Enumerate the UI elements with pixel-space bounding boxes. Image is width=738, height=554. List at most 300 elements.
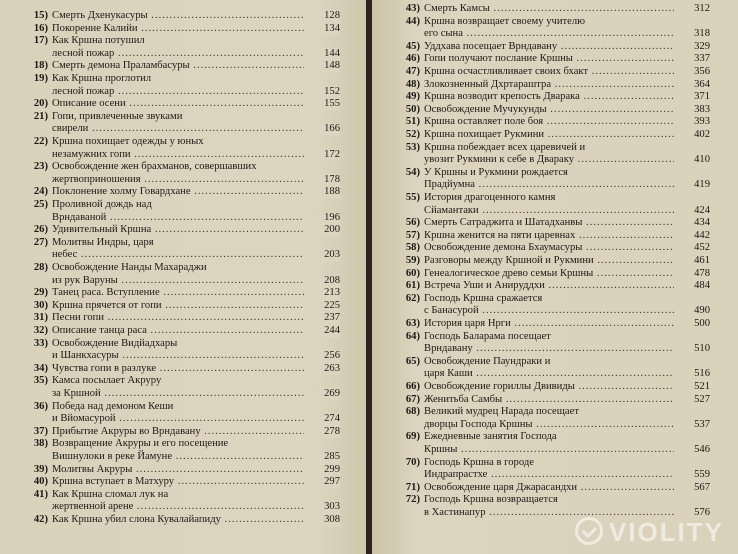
chapter-title-line: Кршна похищает одежды у юных bbox=[52, 136, 204, 147]
chapter-title-line: Возвращение Акруры и его посещение bbox=[52, 438, 229, 450]
chapter-title-line: Гопи получают послание Кршны ..... bbox=[424, 53, 674, 66]
chapter-title-line: увозит Рукмини к себе в Двараку ..... bbox=[424, 154, 674, 167]
page-number: 303 bbox=[310, 501, 340, 514]
toc-entry bbox=[22, 10, 340, 23]
chapter-number: 17) bbox=[33, 35, 48, 47]
toc-entry bbox=[394, 129, 710, 142]
page-number: 312 bbox=[680, 3, 710, 16]
chapter-title bbox=[424, 431, 674, 456]
chapter-number: 35) bbox=[33, 375, 48, 387]
chapter-title bbox=[424, 381, 674, 394]
chapter-title bbox=[52, 375, 304, 400]
page-number: 178 bbox=[310, 174, 340, 187]
chapter-title-line: Кршна оставляет поле боя ..... bbox=[424, 116, 674, 129]
chapter-number: 44) bbox=[405, 15, 420, 27]
chapter-title bbox=[424, 129, 674, 142]
toc-entry bbox=[22, 60, 340, 73]
toc-entry bbox=[394, 3, 710, 16]
chapter-number: 25) bbox=[33, 199, 48, 210]
page-number: 527 bbox=[680, 394, 710, 407]
chapter-title bbox=[424, 394, 674, 407]
chapter-title bbox=[52, 363, 304, 376]
chapter-number: 53) bbox=[405, 141, 420, 153]
chapter-title-line: его сына ..... bbox=[424, 28, 674, 41]
chapter-number: 69) bbox=[405, 431, 420, 443]
chapter-number: 37) bbox=[33, 425, 48, 437]
chapter-number: 49) bbox=[405, 91, 420, 103]
toc-entry bbox=[22, 161, 340, 186]
toc-entry bbox=[22, 489, 340, 514]
toc-entry bbox=[394, 318, 710, 331]
page-number: 559 bbox=[680, 469, 710, 482]
chapter-number: 45) bbox=[405, 40, 420, 52]
page-number: 208 bbox=[310, 275, 340, 288]
chapter-number: 51) bbox=[405, 116, 420, 128]
page-number: 269 bbox=[310, 388, 340, 401]
chapter-number: 31) bbox=[33, 312, 48, 324]
page-number: 225 bbox=[310, 300, 340, 313]
page-number: 213 bbox=[310, 287, 340, 300]
chapter-number: 56) bbox=[405, 217, 420, 229]
chapter-title bbox=[52, 426, 304, 439]
chapter-title-line: Прибытие Акруры во Врндавану ..... bbox=[52, 426, 304, 439]
watermark-text: VIOLITY bbox=[608, 517, 724, 547]
chapter-title bbox=[52, 262, 304, 287]
toc-entry bbox=[394, 381, 710, 394]
chapter-title-line: в Хастинапур ..... bbox=[424, 507, 674, 520]
page-number: 274 bbox=[310, 413, 340, 426]
page-number: 393 bbox=[680, 116, 710, 129]
chapter-title bbox=[52, 98, 304, 111]
toc-entry bbox=[394, 268, 710, 281]
chapter-title bbox=[424, 356, 674, 381]
chapter-title-line: Как Кршна проглотил bbox=[52, 73, 152, 84]
chapter-title-line: Гопи, привлеченные звуками bbox=[52, 110, 183, 122]
page-number: 337 bbox=[680, 53, 710, 66]
chapter-title-line: Освобождение жен брахманов, совершавших bbox=[52, 161, 257, 173]
chapter-title-line: Как Кршна потушил bbox=[52, 35, 145, 47]
toc-entry bbox=[394, 192, 710, 217]
chapter-number: 46) bbox=[405, 53, 420, 65]
toc-entry bbox=[394, 331, 710, 356]
chapter-title bbox=[52, 60, 304, 73]
page-number: 442 bbox=[680, 230, 710, 243]
toc-entry bbox=[394, 167, 710, 192]
chapter-title-line: Победа над демоном Кеши bbox=[52, 400, 174, 412]
page-number: 203 bbox=[310, 249, 340, 262]
toc-entry bbox=[22, 73, 340, 98]
chapter-title bbox=[52, 464, 304, 477]
chapter-title-line: Сйамантаки ..... bbox=[424, 205, 674, 218]
toc-entry bbox=[22, 237, 340, 262]
chapter-title bbox=[52, 10, 304, 23]
chapter-title bbox=[52, 73, 304, 98]
toc-entry bbox=[22, 363, 340, 376]
chapter-number: 72) bbox=[405, 494, 420, 506]
toc-entry bbox=[394, 280, 710, 293]
toc-entry bbox=[22, 35, 340, 60]
toc-entry bbox=[394, 230, 710, 243]
chapter-title bbox=[424, 255, 674, 268]
page-number: 356 bbox=[680, 66, 710, 79]
toc-entry bbox=[22, 111, 340, 136]
chapter-title bbox=[424, 406, 674, 431]
chapter-number: 41) bbox=[33, 488, 48, 500]
toc-entry bbox=[394, 293, 710, 318]
chapter-number: 16) bbox=[33, 22, 48, 34]
page-number: 329 bbox=[680, 41, 710, 54]
page-number: 237 bbox=[310, 312, 340, 325]
toc-entry bbox=[22, 224, 340, 237]
page-number: 490 bbox=[680, 305, 710, 318]
chapter-number: 40) bbox=[33, 476, 48, 488]
chapter-title-line: Освобождение Нанды Махараджи bbox=[52, 262, 207, 273]
chapter-number: 39) bbox=[33, 463, 48, 475]
chapter-title bbox=[52, 300, 304, 313]
watermark bbox=[575, 517, 724, 548]
chapter-number: 24) bbox=[33, 186, 48, 198]
toc-entry bbox=[394, 482, 710, 495]
toc-entry bbox=[22, 514, 340, 527]
toc-entry bbox=[394, 79, 710, 92]
chapter-title bbox=[52, 161, 304, 186]
chapter-number: 20) bbox=[33, 98, 48, 110]
chapter-number: 34) bbox=[33, 362, 48, 374]
chapter-title bbox=[424, 242, 674, 255]
right-page bbox=[372, 0, 738, 554]
chapter-title-line: История царя Нрги ..... bbox=[424, 318, 674, 331]
toc-entry bbox=[22, 476, 340, 489]
chapter-title-line: Молитвы Акруры ..... bbox=[52, 464, 304, 477]
chapter-title bbox=[52, 401, 304, 426]
page-number: 297 bbox=[310, 476, 340, 489]
page-number: 200 bbox=[310, 224, 340, 237]
chapter-title bbox=[52, 186, 304, 199]
page-number: 576 bbox=[680, 507, 710, 520]
chapter-title bbox=[52, 23, 304, 36]
chapter-number: 22) bbox=[33, 136, 48, 147]
chapter-title-line: История драгоценного камня bbox=[424, 192, 556, 203]
chapter-title bbox=[424, 318, 674, 331]
chapter-title bbox=[424, 16, 674, 41]
chapter-title bbox=[424, 79, 674, 92]
chapter-number: 32) bbox=[33, 325, 48, 336]
chapter-title bbox=[424, 41, 674, 54]
chapter-number: 27) bbox=[33, 236, 48, 248]
page-number: 364 bbox=[680, 79, 710, 92]
chapter-title bbox=[424, 293, 674, 318]
toc-entry bbox=[394, 494, 710, 519]
page-number: 244 bbox=[310, 325, 340, 338]
chapter-title-line: Освобождение гориллы Двивиды ..... bbox=[424, 381, 674, 394]
page-number: 318 bbox=[680, 28, 710, 41]
chapter-number: 15) bbox=[33, 10, 48, 21]
chapter-title bbox=[424, 457, 674, 482]
toc-entry bbox=[22, 199, 340, 224]
chapter-title-line: царя Каши ..... bbox=[424, 368, 674, 381]
chapter-title-line: Разговоры между Кршной и Рукмини ..... bbox=[424, 255, 674, 268]
page-number: 134 bbox=[310, 23, 340, 36]
chapter-number: 68) bbox=[405, 406, 420, 418]
chapter-title-line: и Вйомасурой ..... bbox=[52, 413, 304, 426]
page-number: 278 bbox=[310, 426, 340, 439]
chapter-title-line: Генеалогическое древо семьи Кршны ..... bbox=[424, 268, 674, 281]
chapter-title bbox=[52, 35, 304, 60]
chapter-title-line: Господь Кршна сражается bbox=[424, 292, 543, 304]
page-number: 419 bbox=[680, 179, 710, 192]
chapter-number: 42) bbox=[33, 514, 48, 525]
toc-entry bbox=[22, 262, 340, 287]
chapter-title-line: Врндаваной ..... bbox=[52, 212, 304, 225]
chapter-title-line: Встреча Уши и Анируддхи ..... bbox=[424, 280, 674, 293]
chapter-title bbox=[52, 325, 304, 338]
page-number: 510 bbox=[680, 343, 710, 356]
chapter-title-line: жертвенной арене ..... bbox=[52, 501, 304, 514]
page-number: 484 bbox=[680, 280, 710, 293]
chapter-title-line: Злокозненный Дхртараштра ..... bbox=[424, 79, 674, 92]
chapter-title-line: Уддхава посещает Врндавану ..... bbox=[424, 41, 674, 54]
chapter-title-line: Кршны ..... bbox=[424, 444, 674, 457]
chapter-title bbox=[424, 142, 674, 167]
page-number: 371 bbox=[680, 91, 710, 104]
chapter-title bbox=[424, 494, 674, 519]
toc-entry bbox=[22, 98, 340, 111]
chapter-title-line: Удивительный Кршна ..... bbox=[52, 224, 304, 237]
page-number: 546 bbox=[680, 444, 710, 457]
page-number: 383 bbox=[680, 104, 710, 117]
chapter-title-line: Чувства гопи в разлуке ..... bbox=[52, 363, 304, 376]
toc-entry bbox=[394, 242, 710, 255]
chapter-title-line: Описание танца раса ..... bbox=[52, 325, 304, 338]
toc-entry bbox=[394, 142, 710, 167]
toc-entry bbox=[394, 394, 710, 407]
page-number: 155 bbox=[310, 98, 340, 111]
toc-entry bbox=[22, 136, 340, 161]
page-number: 256 bbox=[310, 350, 340, 363]
chapter-title-line: дворцы Господа Кршны ..... bbox=[424, 419, 674, 432]
toc-entry bbox=[394, 91, 710, 104]
chapter-title bbox=[424, 66, 674, 79]
chapter-title bbox=[424, 53, 674, 66]
toc-entry bbox=[22, 23, 340, 36]
page-number: 299 bbox=[310, 464, 340, 477]
chapter-title-line: Ежедневные занятия Господа bbox=[424, 431, 557, 443]
toc-entry bbox=[22, 312, 340, 325]
chapter-title-line: свирели ..... bbox=[52, 123, 304, 136]
chapter-number: 30) bbox=[33, 299, 48, 311]
chapter-title bbox=[424, 167, 674, 192]
chapter-number: 38) bbox=[33, 438, 48, 450]
page-number: 500 bbox=[680, 318, 710, 331]
page-number: 424 bbox=[680, 205, 710, 218]
toc-entry bbox=[22, 375, 340, 400]
chapter-title bbox=[424, 91, 674, 104]
toc-entry bbox=[394, 41, 710, 54]
chapter-title-line: Кршна возводит крепость Дварака ..... bbox=[424, 91, 674, 104]
chapter-title-line: Освобождение Паундраки и bbox=[424, 355, 551, 367]
chapter-title-line: небес ..... bbox=[52, 249, 304, 262]
chapter-title-line: Как Кршна сломал лук на bbox=[52, 488, 169, 500]
toc-entry bbox=[394, 16, 710, 41]
chapter-title-line: из рук Варуны ..... bbox=[52, 275, 304, 288]
toc-entry bbox=[22, 186, 340, 199]
page-number: 410 bbox=[680, 154, 710, 167]
chapter-title-line: Освобождение Мучукунды ..... bbox=[424, 104, 674, 117]
toc-entry bbox=[394, 457, 710, 482]
chapter-number: 26) bbox=[33, 224, 48, 236]
chapter-title bbox=[52, 476, 304, 489]
chapter-title-line: Великий мудрец Нарада посещает bbox=[424, 406, 579, 418]
chapter-title-line: Кршна возвращает своему учителю bbox=[424, 15, 586, 27]
page-number: 308 bbox=[310, 514, 340, 527]
chapter-title bbox=[424, 3, 674, 16]
toc-entry bbox=[22, 426, 340, 439]
page-number: 434 bbox=[680, 217, 710, 230]
chapter-title-line: Врндавану ..... bbox=[424, 343, 674, 356]
toc-entry bbox=[394, 217, 710, 230]
chapter-title-line: Смерть Дхенукасуры ..... bbox=[52, 10, 304, 23]
toc-entry bbox=[394, 356, 710, 381]
chapter-title-line: жертвоприношения ..... bbox=[52, 174, 304, 187]
toc-entry bbox=[22, 338, 340, 363]
chapter-number: 64) bbox=[405, 330, 420, 342]
chapter-title-line: Освобождение царя Джарасандхи ..... bbox=[424, 482, 674, 495]
violity-logo-icon bbox=[575, 517, 603, 545]
chapter-title bbox=[424, 268, 674, 281]
page-number: 402 bbox=[680, 129, 710, 142]
page-number: 567 bbox=[680, 482, 710, 495]
chapter-title bbox=[424, 104, 674, 117]
chapter-number: 65) bbox=[405, 355, 420, 367]
chapter-number: 33) bbox=[33, 337, 48, 349]
chapter-title-line: Танец раса. Вступление ..... bbox=[52, 287, 304, 300]
chapter-number: 63) bbox=[405, 318, 420, 329]
page-number: 537 bbox=[680, 419, 710, 432]
chapter-title-line: Камса посылает Акруру bbox=[52, 375, 162, 387]
chapter-number: 23) bbox=[33, 161, 48, 173]
chapter-title-line: лесной пожар ..... bbox=[52, 48, 304, 61]
chapter-title bbox=[424, 116, 674, 129]
page-number: 166 bbox=[310, 123, 340, 136]
chapter-number: 21) bbox=[33, 110, 48, 122]
chapter-title-line: и Шанкхасуры ..... bbox=[52, 350, 304, 363]
chapter-title-line: Смерть демона Праламбасуры ..... bbox=[52, 60, 304, 73]
chapter-number: 52) bbox=[405, 129, 420, 140]
chapter-title-line: Кршна побеждает всех царевичей и bbox=[424, 141, 586, 153]
chapter-title-line: Описание осени ..... bbox=[52, 98, 304, 111]
chapter-title bbox=[52, 136, 304, 161]
chapter-title-line: Как Кршна убил слона Кувалайапиду ..... bbox=[52, 514, 304, 527]
toc-entry bbox=[22, 287, 340, 300]
toc-entry bbox=[22, 325, 340, 338]
chapter-title-line: Кршна прячется от гопи ..... bbox=[52, 300, 304, 313]
chapter-number: 50) bbox=[405, 103, 420, 115]
chapter-title bbox=[52, 514, 304, 527]
page-number: 148 bbox=[310, 60, 340, 73]
page-number: 263 bbox=[310, 363, 340, 376]
chapter-number: 57) bbox=[405, 229, 420, 241]
chapter-title bbox=[424, 217, 674, 230]
chapter-number: 70) bbox=[405, 456, 420, 468]
chapter-number: 62) bbox=[405, 292, 420, 304]
chapter-number: 71) bbox=[405, 481, 420, 493]
chapter-title-line: У Кршны и Рукмини рождается bbox=[424, 166, 568, 178]
chapter-number: 36) bbox=[33, 400, 48, 412]
page-number: 188 bbox=[310, 186, 340, 199]
left-page bbox=[0, 0, 368, 554]
chapter-title bbox=[52, 287, 304, 300]
chapter-number: 47) bbox=[405, 66, 420, 77]
chapter-title-line: лесной пожар ..... bbox=[52, 86, 304, 99]
page-number: 152 bbox=[310, 86, 340, 99]
chapter-title-line: Проливной дождь над bbox=[52, 199, 152, 210]
chapter-number: 58) bbox=[405, 242, 420, 254]
chapter-title-line: Господь Кршна возвращается bbox=[424, 494, 558, 506]
chapter-title-line: Вишнулоки в реке Йамуне ..... bbox=[52, 451, 304, 464]
toc-entry bbox=[22, 300, 340, 313]
chapter-title-line: Кршна осчастливливает своих бхакт ..... bbox=[424, 66, 674, 79]
chapter-title-line: Индрапрастхе ..... bbox=[424, 469, 674, 482]
page-number: 172 bbox=[310, 149, 340, 162]
chapter-title bbox=[52, 312, 304, 325]
page-number: 521 bbox=[680, 381, 710, 394]
chapter-title bbox=[424, 482, 674, 495]
chapter-title bbox=[424, 280, 674, 293]
toc-entry bbox=[394, 53, 710, 66]
chapter-title-line: Кршна похищает Рукмини ..... bbox=[424, 129, 674, 142]
chapter-title-line: Освобождение Видйадхары bbox=[52, 337, 178, 349]
chapter-title bbox=[52, 489, 304, 514]
chapter-title-line: за Кршной ..... bbox=[52, 388, 304, 401]
chapter-number: 61) bbox=[405, 280, 420, 292]
chapter-title-line: Молитвы Индры, царя bbox=[52, 236, 154, 248]
chapter-title bbox=[52, 338, 304, 363]
chapter-title-line: Кршна вступает в Матхуру ..... bbox=[52, 476, 304, 489]
chapter-title-line: Женитьба Самбы ..... bbox=[424, 394, 674, 407]
chapter-title-line: Смерть Сатраджита и Шатадханвы ..... bbox=[424, 217, 674, 230]
chapter-title bbox=[52, 111, 304, 136]
chapter-number: 28) bbox=[33, 262, 48, 273]
page-number: 478 bbox=[680, 268, 710, 281]
chapter-title-line: Покорение Калийи ..... bbox=[52, 23, 304, 36]
chapter-title-line: Поклонение холму Говардхане ..... bbox=[52, 186, 304, 199]
chapter-number: 19) bbox=[33, 73, 48, 84]
chapter-title bbox=[424, 192, 674, 217]
chapter-title-line: незамужних гопи ..... bbox=[52, 149, 304, 162]
toc-entry bbox=[394, 406, 710, 431]
toc-entry bbox=[394, 255, 710, 268]
chapter-title bbox=[52, 199, 304, 224]
chapter-title bbox=[52, 237, 304, 262]
chapter-number: 18) bbox=[33, 60, 48, 72]
page-number: 516 bbox=[680, 368, 710, 381]
toc-entry bbox=[394, 104, 710, 117]
toc-entry bbox=[22, 401, 340, 426]
chapter-number: 29) bbox=[33, 287, 48, 299]
chapter-number: 43) bbox=[405, 3, 420, 14]
chapter-number: 60) bbox=[405, 267, 420, 279]
chapter-title bbox=[52, 224, 304, 237]
page-number: 285 bbox=[310, 451, 340, 464]
chapter-number: 48) bbox=[405, 78, 420, 90]
toc-entry bbox=[394, 66, 710, 79]
toc-entry bbox=[394, 431, 710, 456]
chapter-title-line: Песни гопи ..... bbox=[52, 312, 304, 325]
chapter-title-line: Прадйумна ..... bbox=[424, 179, 674, 192]
chapter-number: 67) bbox=[405, 393, 420, 405]
chapter-title-line: Господь Баларама посещает bbox=[424, 330, 551, 342]
toc-entry bbox=[22, 438, 340, 463]
